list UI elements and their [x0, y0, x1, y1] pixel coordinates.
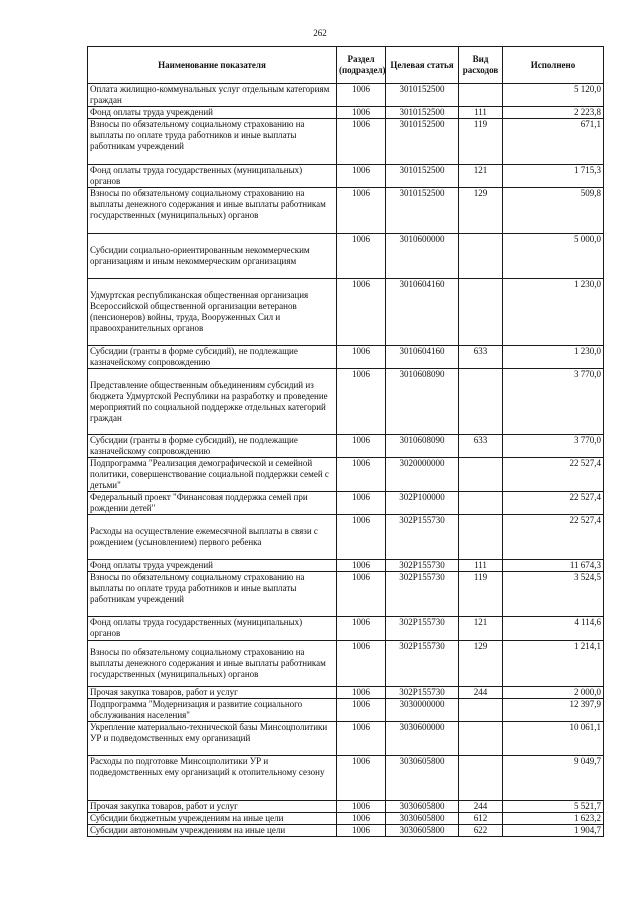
row-kind-cell: 111: [459, 107, 503, 119]
row-kind-cell: 622: [459, 825, 503, 837]
row-target-cell: 3030605800: [386, 801, 459, 813]
row-target-cell: 3010608090: [386, 369, 459, 435]
row-section-cell: 1006: [337, 801, 386, 813]
table-row: [88, 813, 604, 825]
row-executed-cell: 1 230,0: [503, 346, 604, 369]
row-target-cell: 302P155730: [386, 572, 459, 617]
row-name-cell: Взносы по обязательному социальному страхованию на выплаты денежного содержания и иные выплаты работникам государственных (муниципальных) органов: [88, 641, 337, 687]
table-row: [88, 84, 604, 107]
table-row: [88, 756, 604, 801]
row-section-cell: 1006: [337, 572, 386, 617]
table-row: [88, 458, 604, 492]
row-name-cell: Удмуртская республиканская общественная организация Всероссийской общественной организации ветеранов (пенсионеров) войны, труда, Вооруженных Сил и правоохранительных органов: [88, 279, 337, 346]
table-row: [88, 560, 604, 572]
row-section-cell: 1006: [337, 813, 386, 825]
row-executed-cell: 3 524,5: [503, 572, 604, 617]
row-executed-cell: 1 623,2: [503, 813, 604, 825]
row-name-cell: Субсидии бюджетным учреждениям на иные цели: [88, 813, 337, 825]
row-kind-cell: [459, 492, 503, 515]
row-executed-cell: 1 904,7: [503, 825, 604, 837]
table-row: [88, 699, 604, 722]
table-row: [88, 515, 604, 560]
row-kind-cell: [459, 279, 503, 346]
row-target-cell: 3010152500: [386, 165, 459, 188]
row-name-cell: Расходы по подготовке Минсоцполитики УР и подведомственных ему организаций к отопительному сезону: [88, 756, 337, 801]
row-target-cell: 3020000000: [386, 458, 459, 492]
row-kind-cell: [459, 722, 503, 756]
table-row: [88, 572, 604, 617]
row-name-cell: Фонд оплаты труда учреждений: [88, 107, 337, 119]
row-kind-cell: [459, 84, 503, 107]
row-kind-cell: 612: [459, 813, 503, 825]
row-name-cell: Субсидии автономным учреждениям на иные цели: [88, 825, 337, 837]
table-row: [88, 687, 604, 699]
row-kind-cell: [459, 234, 503, 279]
row-section-cell: 1006: [337, 825, 386, 837]
row-section-cell: 1006: [337, 515, 386, 560]
row-executed-cell: 2 223,8: [503, 107, 604, 119]
table-header-row: [88, 47, 604, 84]
row-target-cell: 3030600000: [386, 722, 459, 756]
row-section-cell: 1006: [337, 234, 386, 279]
row-target-cell: 3030000000: [386, 699, 459, 722]
row-executed-cell: 4 114,6: [503, 617, 604, 641]
row-executed-cell: 10 061,1: [503, 722, 604, 756]
table-row: [88, 107, 604, 119]
row-target-cell: 3010604160: [386, 346, 459, 369]
row-kind-cell: [459, 458, 503, 492]
row-name-cell: Фонд оплаты труда государственных (муниципальных) органов: [88, 165, 337, 188]
row-kind-cell: 121: [459, 617, 503, 641]
row-target-cell: 3010600000: [386, 234, 459, 279]
row-target-cell: 302P155730: [386, 560, 459, 572]
row-kind-cell: 119: [459, 119, 503, 165]
row-executed-cell: 1 214,1: [503, 641, 604, 687]
row-section-cell: 1006: [337, 722, 386, 756]
row-kind-cell: [459, 699, 503, 722]
row-name-cell: Прочая закупка товаров, работ и услуг: [88, 801, 337, 813]
row-target-cell: 3010152500: [386, 84, 459, 107]
row-kind-cell: 244: [459, 687, 503, 699]
header-target: Целевая статья: [386, 47, 459, 84]
row-name-cell: Взносы по обязательному социальному страхованию на выплаты денежного содержания и иные выплаты работникам государственных (муниципальных) органов: [88, 188, 337, 234]
table-row: [88, 119, 604, 165]
row-target-cell: 3010604160: [386, 279, 459, 346]
row-section-cell: 1006: [337, 369, 386, 435]
row-target-cell: 302P155730: [386, 687, 459, 699]
row-name-cell: Укрепление материально-технической базы Минсоцполитики УР и подведомственных ему организаций: [88, 722, 337, 756]
row-target-cell: 3030605800: [386, 756, 459, 801]
table-row: [88, 722, 604, 756]
budget-table: [87, 46, 604, 837]
row-name-cell: Взносы по обязательному социальному страхованию на выплаты по оплате труда работников и иные выплаты работникам учреждений: [88, 119, 337, 165]
row-target-cell: 302P100000: [386, 492, 459, 515]
row-name-cell: Субсидии (гранты в форме субсидий), не подлежащие казначейскому сопровождению: [88, 346, 337, 369]
row-section-cell: 1006: [337, 84, 386, 107]
table-row: [88, 435, 604, 458]
row-executed-cell: 5 521,7: [503, 801, 604, 813]
row-section-cell: 1006: [337, 279, 386, 346]
row-executed-cell: 5 000,0: [503, 234, 604, 279]
table-row: [88, 492, 604, 515]
row-section-cell: 1006: [337, 617, 386, 641]
header-section: Раздел (подраздел): [337, 47, 386, 84]
row-name-cell: Подпрограмма "Реализация демографической и семейной политики, совершенствование социальной поддержки семей с детьми": [88, 458, 337, 492]
table-row: [88, 801, 604, 813]
table-row: [88, 369, 604, 435]
row-executed-cell: 5 120,0: [503, 84, 604, 107]
row-section-cell: 1006: [337, 492, 386, 515]
row-section-cell: 1006: [337, 346, 386, 369]
row-section-cell: 1006: [337, 458, 386, 492]
row-kind-cell: 129: [459, 188, 503, 234]
row-kind-cell: 121: [459, 165, 503, 188]
row-target-cell: 3010152500: [386, 107, 459, 119]
table-row: [88, 641, 604, 687]
row-target-cell: 302P155730: [386, 641, 459, 687]
row-section-cell: 1006: [337, 641, 386, 687]
row-section-cell: 1006: [337, 188, 386, 234]
row-kind-cell: [459, 369, 503, 435]
row-kind-cell: 244: [459, 801, 503, 813]
table-row: [88, 825, 604, 837]
row-name-cell: Фонд оплаты труда учреждений: [88, 560, 337, 572]
row-target-cell: 302P155730: [386, 617, 459, 641]
header-name: Наименование показателя: [88, 47, 337, 84]
header-kind: Вид расходов: [459, 47, 503, 84]
row-name-cell: Взносы по обязательному социальному страхованию на выплаты по оплате труда работников и иные выплаты работникам учреждений: [88, 572, 337, 617]
row-executed-cell: 11 674,3: [503, 560, 604, 572]
row-name-cell: Подпрограмма "Модернизация и развитие социального обслуживания населения": [88, 699, 337, 722]
row-kind-cell: 633: [459, 435, 503, 458]
row-section-cell: 1006: [337, 560, 386, 572]
row-kind-cell: 111: [459, 560, 503, 572]
row-name-cell: Прочая закупка товаров, работ и услуг: [88, 687, 337, 699]
row-section-cell: 1006: [337, 119, 386, 165]
row-executed-cell: 671,1: [503, 119, 604, 165]
row-executed-cell: 22 527,4: [503, 492, 604, 515]
row-executed-cell: 3 770,0: [503, 435, 604, 458]
row-kind-cell: 633: [459, 346, 503, 369]
row-name-cell: Федеральный проект "Финансовая поддержка семей при рождении детей": [88, 492, 337, 515]
row-kind-cell: [459, 515, 503, 560]
table-row: [88, 279, 604, 346]
row-section-cell: 1006: [337, 435, 386, 458]
row-name-cell: Представление общественным объединениям субсидий из бюджета Удмуртской Республики на разработку и проведение мероприятий по социальной поддержке отдельных категорий граждан: [88, 369, 337, 435]
row-section-cell: 1006: [337, 107, 386, 119]
row-target-cell: 3030605800: [386, 813, 459, 825]
table-row: [88, 617, 604, 641]
table-row: [88, 234, 604, 279]
row-executed-cell: 1 715,3: [503, 165, 604, 188]
row-section-cell: 1006: [337, 687, 386, 699]
row-target-cell: 3010152500: [386, 188, 459, 234]
row-target-cell: 302P155730: [386, 515, 459, 560]
row-section-cell: 1006: [337, 756, 386, 801]
row-name-cell: Субсидии социально-ориентированным некоммерческим организациям и иным некоммерческим организациям: [88, 234, 337, 279]
row-executed-cell: 22 527,4: [503, 515, 604, 560]
row-section-cell: 1006: [337, 699, 386, 722]
row-name-cell: Субсидии (гранты в форме субсидий), не подлежащие казначейскому сопровождению: [88, 435, 337, 458]
row-executed-cell: 3 770,0: [503, 369, 604, 435]
row-kind-cell: [459, 756, 503, 801]
header-executed: Исполнено: [503, 47, 604, 84]
page-number: 262: [313, 28, 327, 38]
row-executed-cell: 9 049,7: [503, 756, 604, 801]
row-executed-cell: 12 397,9: [503, 699, 604, 722]
row-name-cell: Расходы на осуществление ежемесячной выплаты в связи с рождением (усыновлением) первого ребенка: [88, 515, 337, 560]
row-target-cell: 3010152500: [386, 119, 459, 165]
row-target-cell: 3010608090: [386, 435, 459, 458]
row-executed-cell: 2 000,0: [503, 687, 604, 699]
row-executed-cell: 22 527,4: [503, 458, 604, 492]
row-executed-cell: 1 230,0: [503, 279, 604, 346]
row-executed-cell: 509,8: [503, 188, 604, 234]
row-kind-cell: 119: [459, 572, 503, 617]
row-kind-cell: 129: [459, 641, 503, 687]
row-name-cell: Фонд оплаты труда государственных (муниципальных) органов: [88, 617, 337, 641]
table-row: [88, 346, 604, 369]
row-name-cell: Оплата жилищно-коммунальных услуг отдельным категориям граждан: [88, 84, 337, 107]
table-row: [88, 165, 604, 188]
row-section-cell: 1006: [337, 165, 386, 188]
row-target-cell: 3030605800: [386, 825, 459, 837]
table-row: [88, 188, 604, 234]
